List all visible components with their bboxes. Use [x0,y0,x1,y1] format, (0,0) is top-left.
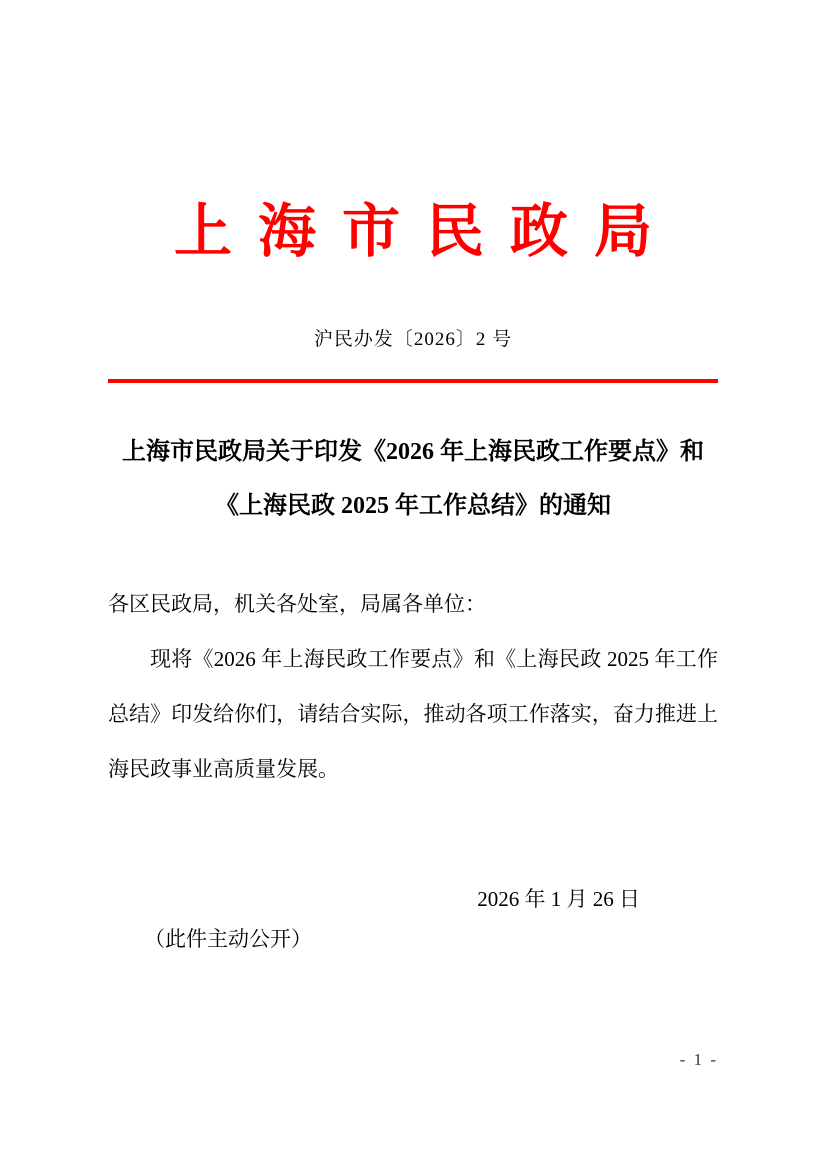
agency-header-title: 上海市民政局 [173,199,678,264]
document-title-line-1: 上海市民政局关于印发《2026 年上海民政工作要点》和 [122,439,704,465]
disclosure-note: （此件主动公开） [144,927,312,951]
signature-date: 2026 年 1 月 26 日 [477,887,640,911]
document-body [108,577,718,797]
red-separator-line [108,379,718,383]
document-number: 沪民办发〔2026〕2 号 [313,329,513,350]
document-title-line-2: 《上海民政 2025 年工作总结》的通知 [215,493,611,519]
page-number: - 1 - [679,1050,718,1069]
salutation-line: 各区民政局，机关各处室，局属各单位： [108,592,486,616]
body-paragraph: 现将《2026 年上海民政工作要点》和《上海民政 2025 年工作总结》印发给你们，请结合实际，推动各项工作落实，奋力推进上海民政事业高质量发展。 [108,647,718,781]
document-title [108,425,718,533]
document-content [0,192,826,953]
